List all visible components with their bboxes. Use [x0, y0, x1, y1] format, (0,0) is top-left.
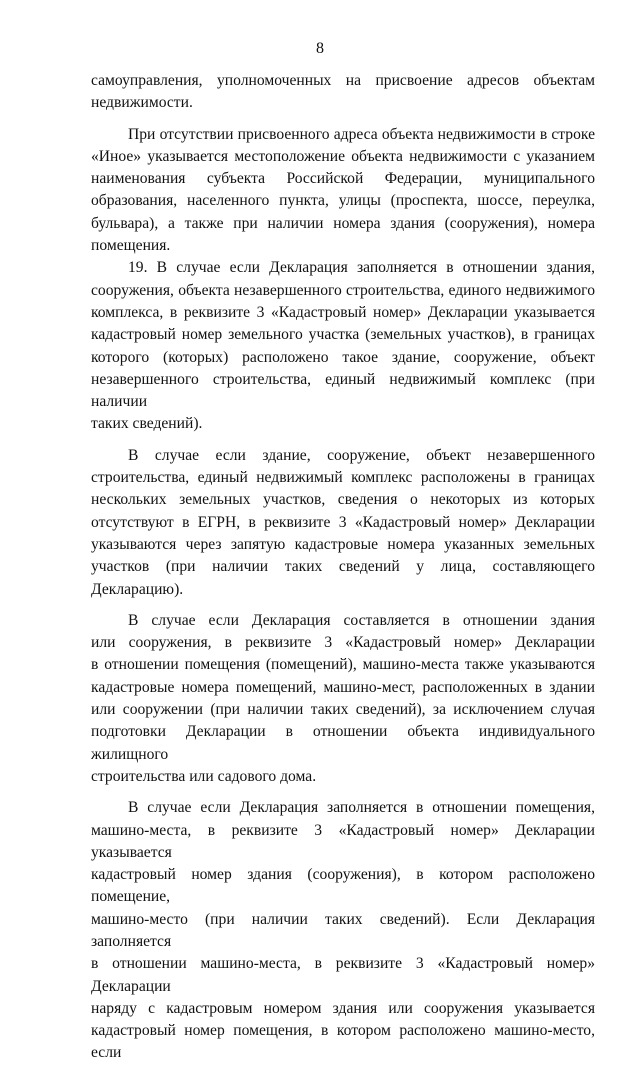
text-line: В случае если Декларация составляется в отношении здания [128, 611, 595, 629]
text-line: участков (при наличии таких сведений у лица, составляющего Декларацию). [91, 558, 595, 598]
text-line: помещения. [91, 237, 171, 255]
text-line: недвижимости. [91, 94, 193, 112]
page-number: 8 [316, 40, 324, 57]
text-line: указываются через запятую кадастровые номера указанных земельных [91, 535, 595, 553]
text-line: незавершенного строительства, единый недвижимый комплекс (при наличии [91, 370, 595, 411]
text-line: или сооружения, в реквизите 3 «Кадастровый номер» Декларации [91, 634, 595, 652]
text-line: в отношении машино-места, в реквизите 3 «Кадастровый номер» Декларации [91, 955, 595, 995]
text-line: В случае если Декларация заполняется в отношении помещения, [128, 799, 595, 817]
text-line: или сооружении (при наличии таких сведений), за исключением случая [91, 701, 595, 719]
text-line: При отсутствии присвоенного адреса объекта недвижимости в строке [128, 125, 595, 143]
text-line: кадастровый номер здания (сооружения), в котором расположено помещение, [91, 866, 595, 906]
text-line: 19. В случае если Декларация заполняется в отношении здания, [128, 259, 595, 277]
text-line: строительства, единый недвижимый комплекс расположены в границах [91, 469, 595, 487]
text-line: нескольких земельных участков, сведения о некоторых из которых [91, 491, 595, 509]
text-line: строительства или садового дома. [91, 767, 317, 785]
text-line: которого (которых) расположено такое здание, сооружение, объект [91, 348, 595, 366]
text-line: наименования субъекта Российской Федерации, муниципального [91, 170, 595, 188]
text-line: наряду с кадастровым номером здания или сооружения указывается [91, 999, 595, 1017]
text-line: подготовки Декларации в отношении объекта индивидуального жилищного [91, 723, 595, 763]
text-line: кадастровый номер помещения, в котором расположено машино-место, если [91, 1022, 595, 1062]
text-line: комплекса, в реквизите 3 «Кадастровый номер» Декларации указывается [91, 303, 595, 321]
text-line: отсутствуют в ЕГРН, в реквизите 3 «Кадастровый номер» Декларации [91, 513, 595, 531]
document-body [91, 70, 595, 1065]
paragraph [91, 610, 595, 788]
text-line: кадастровые номера помещений, машино-мест, расположенных в здании [91, 678, 595, 696]
text-line: бульвара), а также при наличии номера здания (сооружения), номера [91, 214, 595, 232]
paragraph [91, 445, 595, 601]
text-line: машино-места, в реквизите 3 «Кадастровый номер» Декларации указывается [91, 821, 595, 861]
text-line: кадастровый номер земельного участка (земельных участков), в границах [91, 326, 595, 344]
text-line: В случае если здание, сооружение, объект незавершенного [128, 446, 595, 464]
text-line: машино-место (при наличии таких сведений). Если Декларация заполняется [91, 910, 595, 950]
text-line: таких сведений). [91, 415, 203, 433]
text-line: «Иное» указывается местоположение объекта недвижимости с указанием [91, 147, 595, 165]
text-line: самоуправления, уполномоченных на присвоение адресов объектам [91, 72, 595, 89]
text-line: в отношении помещения (помещений), машино-места также указываются [91, 656, 595, 674]
paragraph [91, 124, 595, 258]
paragraph [91, 797, 595, 1065]
text-line: образования, населенного пункта, улицы (проспекта, шоссе, переулка, [91, 192, 595, 210]
paragraph [91, 70, 595, 115]
text-line: сооружения, объекта незавершенного строительства, единого недвижимого [91, 281, 595, 299]
paragraph [91, 257, 595, 435]
